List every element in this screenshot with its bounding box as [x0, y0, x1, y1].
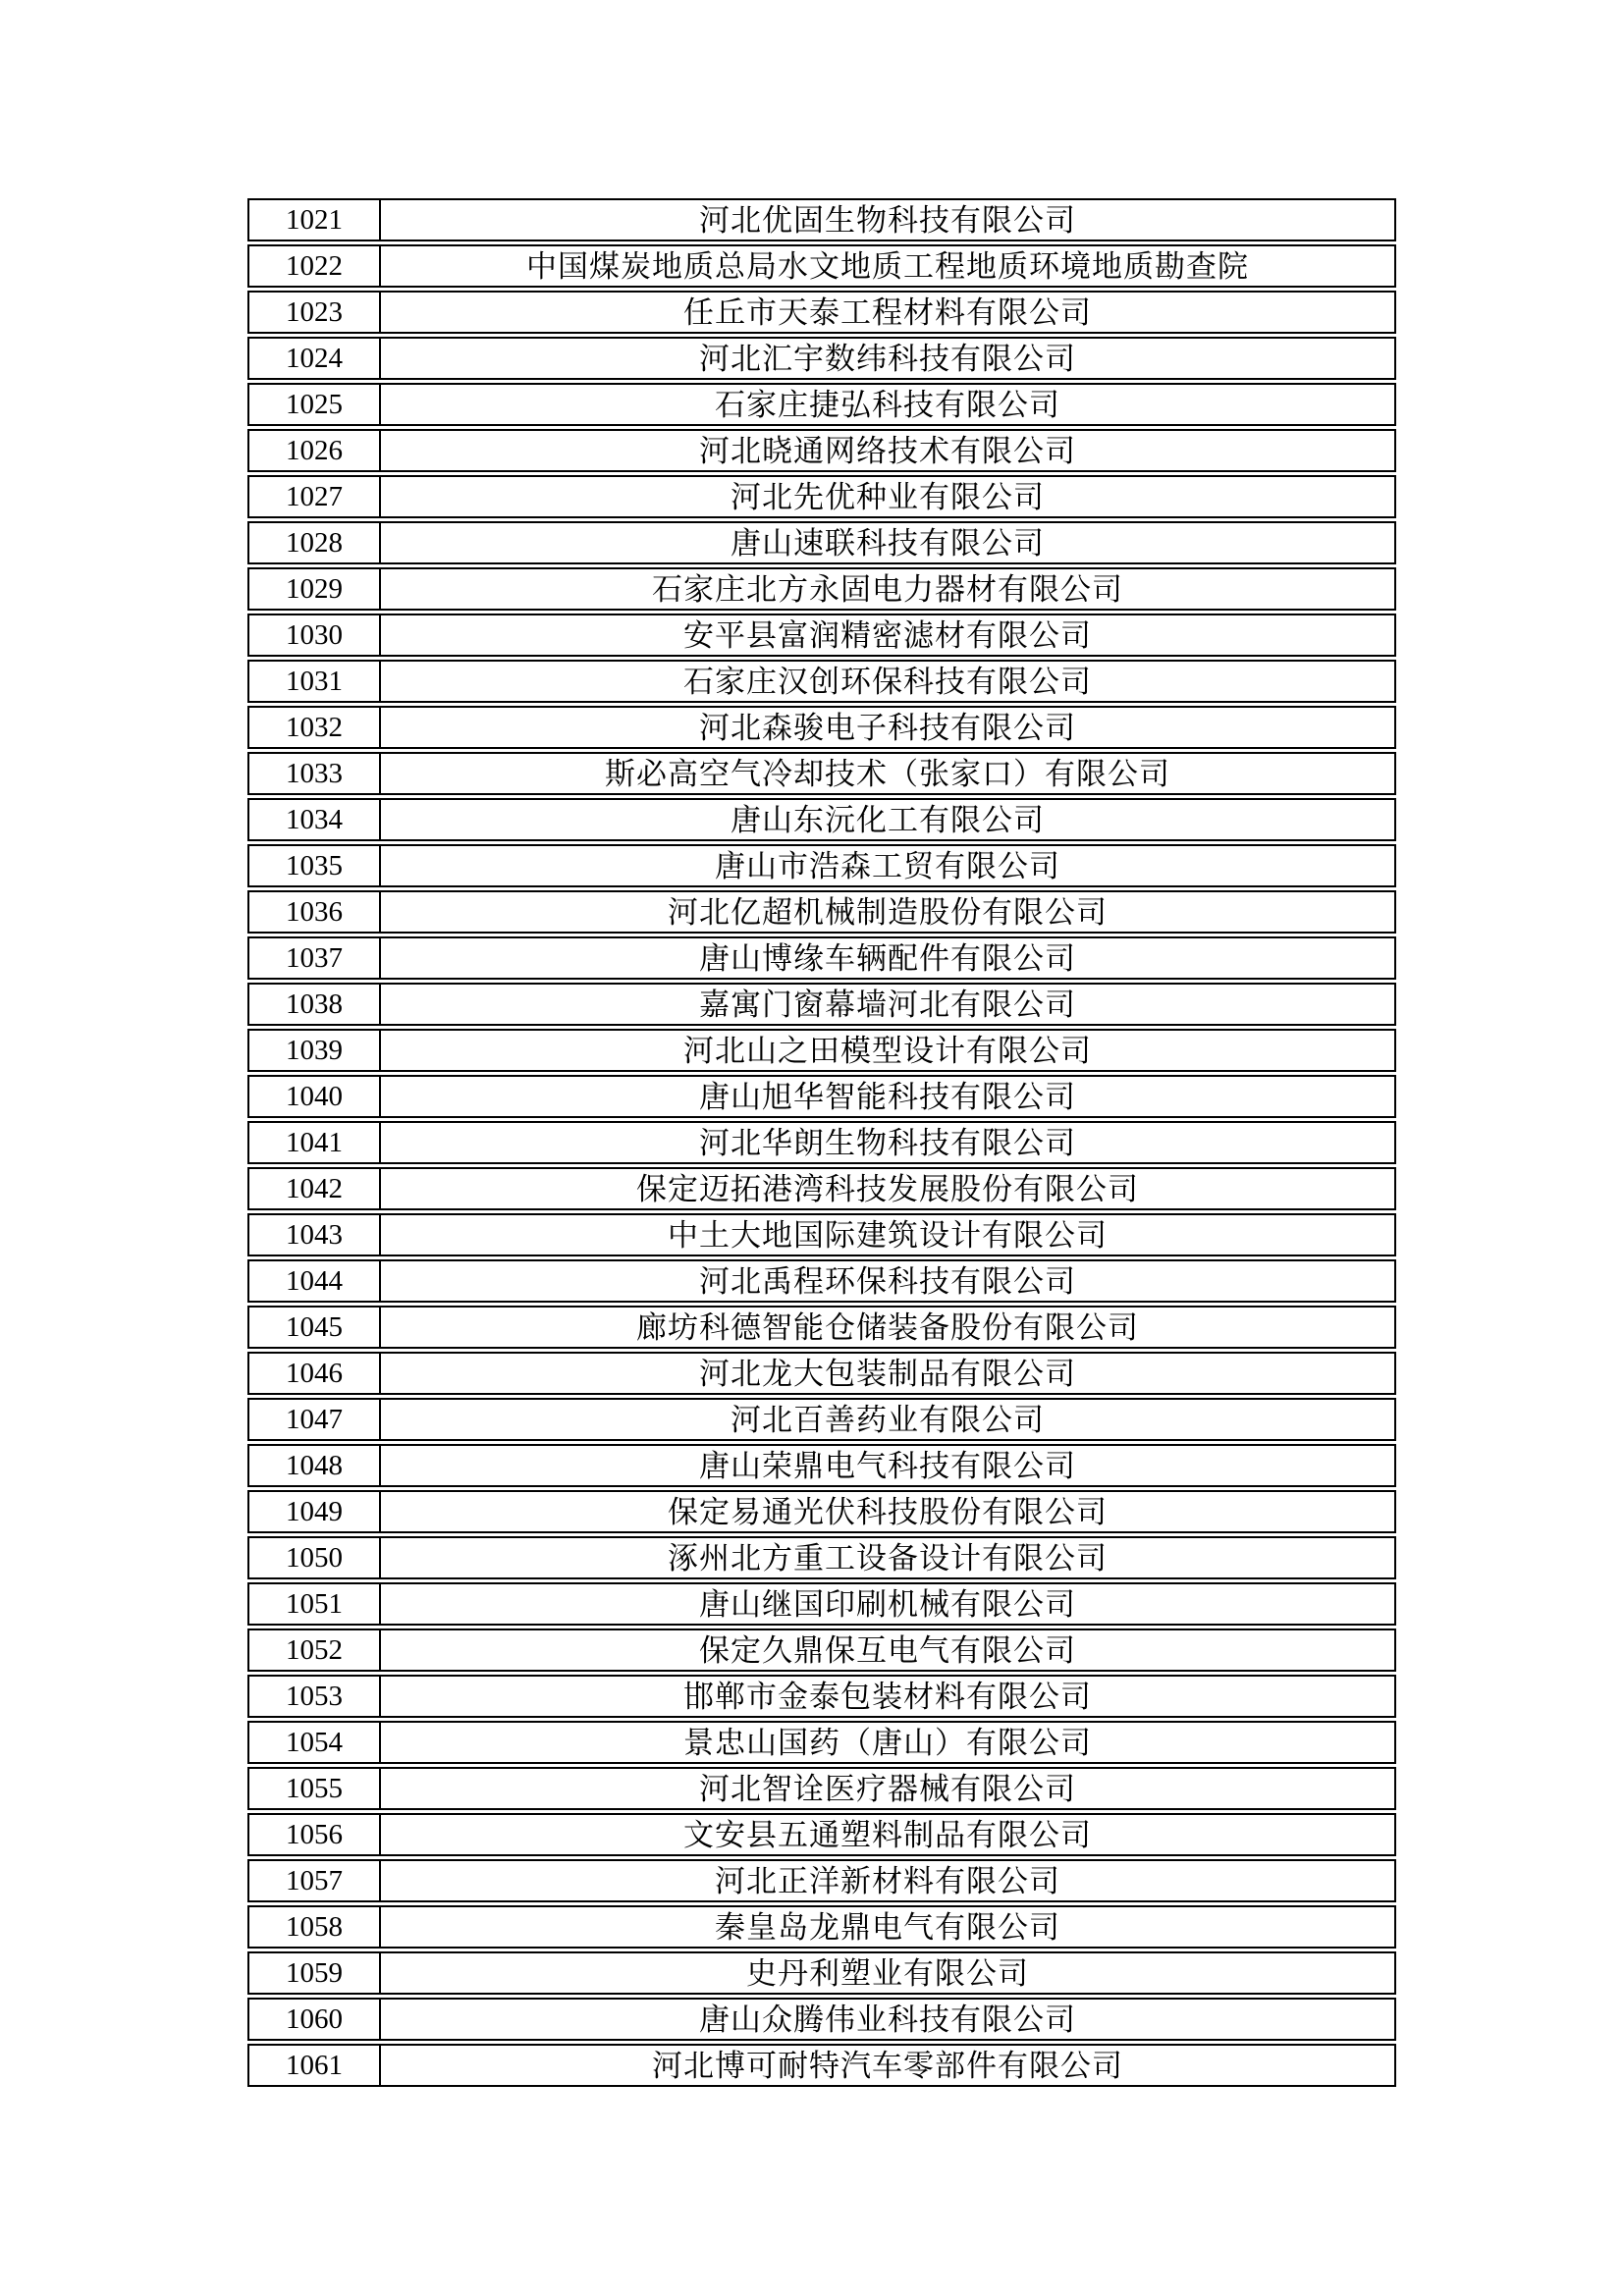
company-name-cell: 河北山之田模型设计有限公司 — [683, 1033, 1092, 1068]
company-name-cell: 河北禹程环保科技有限公司 — [699, 1263, 1076, 1299]
row-number-cell: 1046 — [249, 1354, 381, 1393]
row-number-cell: 1025 — [249, 385, 381, 424]
company-name-cell: 斯必高空气冷却技术（张家口）有限公司 — [605, 756, 1170, 791]
company-name-cell: 嘉寓门窗幕墙河北有限公司 — [699, 987, 1076, 1022]
row-number-cell: 1050 — [249, 1538, 381, 1577]
company-name-cell: 秦皇岛龙鼎电气有限公司 — [715, 1909, 1060, 1945]
company-name-cell: 河北华朗生物科技有限公司 — [699, 1125, 1076, 1160]
table-row — [247, 1767, 1396, 1810]
table-row — [247, 798, 1396, 841]
company-name-cell: 廊坊科德智能仓储装备股份有限公司 — [636, 1309, 1139, 1345]
table-row — [247, 844, 1396, 887]
table-row — [247, 1536, 1396, 1579]
row-number-cell: 1034 — [249, 800, 381, 839]
company-name-cell: 河北龙大包装制品有限公司 — [699, 1356, 1076, 1391]
company-name-cell: 保定迈拓港湾科技发展股份有限公司 — [636, 1171, 1139, 1206]
company-name-cell: 邯郸市金泰包装材料有限公司 — [683, 1679, 1092, 1714]
table-row — [247, 1859, 1396, 1902]
company-name-cell: 石家庄汉创环保科技有限公司 — [683, 664, 1092, 699]
row-number-cell: 1052 — [249, 1630, 381, 1670]
company-name-cell: 河北汇宇数纬科技有限公司 — [699, 341, 1076, 376]
row-number-cell: 1059 — [249, 1953, 381, 1993]
company-name-cell: 河北优固生物科技有限公司 — [699, 202, 1076, 238]
table-row — [247, 1675, 1396, 1718]
company-name-cell: 河北先优种业有限公司 — [731, 479, 1045, 514]
company-name-cell: 任丘市天泰工程材料有限公司 — [683, 294, 1092, 330]
table-row — [247, 1813, 1396, 1856]
company-name-cell: 唐山速联科技有限公司 — [731, 525, 1045, 561]
table-row — [247, 1998, 1396, 2041]
table-row — [247, 1582, 1396, 1626]
row-number-cell: 1028 — [249, 523, 381, 562]
table-row — [247, 1306, 1396, 1349]
table-row — [247, 383, 1396, 426]
table-row — [247, 706, 1396, 749]
table-row — [247, 1213, 1396, 1256]
row-number-cell: 1033 — [249, 754, 381, 793]
company-name-cell: 唐山荣鼎电气科技有限公司 — [699, 1448, 1076, 1483]
row-number-cell: 1040 — [249, 1077, 381, 1116]
company-name-cell: 涿州北方重工设备设计有限公司 — [668, 1540, 1108, 1575]
row-number-cell: 1042 — [249, 1169, 381, 1208]
table-row — [247, 337, 1396, 380]
company-name-cell: 唐山博缘车辆配件有限公司 — [699, 940, 1076, 976]
table-row — [247, 752, 1396, 795]
company-name-cell: 河北晓通网络技术有限公司 — [699, 433, 1076, 468]
table-row — [247, 567, 1396, 611]
table-row — [247, 291, 1396, 334]
company-name-cell: 唐山东沅化工有限公司 — [731, 802, 1045, 837]
company-name-cell: 河北博可耐特汽车零部件有限公司 — [652, 2048, 1123, 2083]
company-name-cell: 唐山市浩森工贸有限公司 — [715, 848, 1060, 883]
company-name-cell: 河北智诠医疗器械有限公司 — [699, 1771, 1076, 1806]
company-name-cell: 河北百善药业有限公司 — [731, 1402, 1045, 1437]
table-row — [247, 1075, 1396, 1118]
row-number-cell: 1056 — [249, 1815, 381, 1854]
row-number-cell: 1023 — [249, 293, 381, 332]
table-row — [247, 1352, 1396, 1395]
row-number-cell: 1031 — [249, 662, 381, 701]
table-row — [247, 1490, 1396, 1533]
company-name-cell: 中土大地国际建筑设计有限公司 — [668, 1217, 1108, 1253]
row-number-cell: 1022 — [249, 246, 381, 286]
table-row — [247, 890, 1396, 934]
table-row — [247, 1259, 1396, 1303]
row-number-cell: 1030 — [249, 615, 381, 655]
row-number-cell: 1027 — [249, 477, 381, 516]
company-name-cell: 中国煤炭地质总局水文地质工程地质环境地质勘查院 — [526, 248, 1249, 284]
table-row — [247, 1398, 1396, 1441]
table-row — [247, 1029, 1396, 1072]
company-name-cell: 保定久鼎保互电气有限公司 — [699, 1632, 1076, 1668]
company-table — [247, 198, 1396, 2090]
company-name-cell: 唐山继国印刷机械有限公司 — [699, 1586, 1076, 1622]
row-number-cell: 1049 — [249, 1492, 381, 1531]
row-number-cell: 1045 — [249, 1308, 381, 1347]
table-row — [247, 1629, 1396, 1672]
table-row — [247, 429, 1396, 472]
row-number-cell: 1058 — [249, 1907, 381, 1947]
company-name-cell: 史丹利塑业有限公司 — [746, 1955, 1029, 1991]
row-number-cell: 1021 — [249, 200, 381, 240]
row-number-cell: 1048 — [249, 1446, 381, 1485]
company-name-cell: 文安县五通塑料制品有限公司 — [683, 1817, 1092, 1852]
row-number-cell: 1060 — [249, 2000, 381, 2039]
row-number-cell: 1039 — [249, 1031, 381, 1070]
row-number-cell: 1035 — [249, 846, 381, 885]
row-number-cell: 1029 — [249, 569, 381, 609]
company-name-cell: 石家庄捷弘科技有限公司 — [715, 387, 1060, 422]
company-name-cell: 河北正洋新材料有限公司 — [715, 1863, 1060, 1898]
row-number-cell: 1038 — [249, 985, 381, 1024]
company-name-cell: 唐山众腾伟业科技有限公司 — [699, 2002, 1076, 2037]
row-number-cell: 1054 — [249, 1723, 381, 1762]
company-name-cell: 唐山旭华智能科技有限公司 — [699, 1079, 1076, 1114]
table-row — [247, 660, 1396, 703]
company-name-cell: 保定易通光伏科技股份有限公司 — [668, 1494, 1108, 1529]
row-number-cell: 1047 — [249, 1400, 381, 1439]
row-number-cell: 1041 — [249, 1123, 381, 1162]
row-number-cell: 1044 — [249, 1261, 381, 1301]
table-row — [247, 983, 1396, 1026]
row-number-cell: 1036 — [249, 892, 381, 932]
row-number-cell: 1024 — [249, 339, 381, 378]
table-row — [247, 521, 1396, 564]
row-number-cell: 1037 — [249, 938, 381, 978]
company-name-cell: 石家庄北方永固电力器材有限公司 — [652, 571, 1123, 607]
table-row — [247, 244, 1396, 288]
row-number-cell: 1026 — [249, 431, 381, 470]
table-row — [247, 1905, 1396, 1949]
table-row — [247, 1444, 1396, 1487]
row-number-cell: 1043 — [249, 1215, 381, 1255]
company-name-cell: 景忠山国药（唐山）有限公司 — [683, 1725, 1092, 1760]
table-row — [247, 475, 1396, 518]
company-name-cell: 河北森骏电子科技有限公司 — [699, 710, 1076, 745]
table-row — [247, 614, 1396, 657]
table-row — [247, 1721, 1396, 1764]
row-number-cell: 1055 — [249, 1769, 381, 1808]
table-row — [247, 198, 1396, 241]
company-name-cell: 河北亿超机械制造股份有限公司 — [668, 894, 1108, 930]
row-number-cell: 1051 — [249, 1584, 381, 1624]
table-row — [247, 936, 1396, 980]
company-name-cell: 安平县富润精密滤材有限公司 — [683, 617, 1092, 653]
row-number-cell: 1061 — [249, 2046, 381, 2085]
row-number-cell: 1053 — [249, 1677, 381, 1716]
table-row — [247, 1121, 1396, 1164]
table-row — [247, 1167, 1396, 1210]
table-row — [247, 1951, 1396, 1995]
table-row — [247, 2044, 1396, 2087]
row-number-cell: 1057 — [249, 1861, 381, 1900]
row-number-cell: 1032 — [249, 708, 381, 747]
